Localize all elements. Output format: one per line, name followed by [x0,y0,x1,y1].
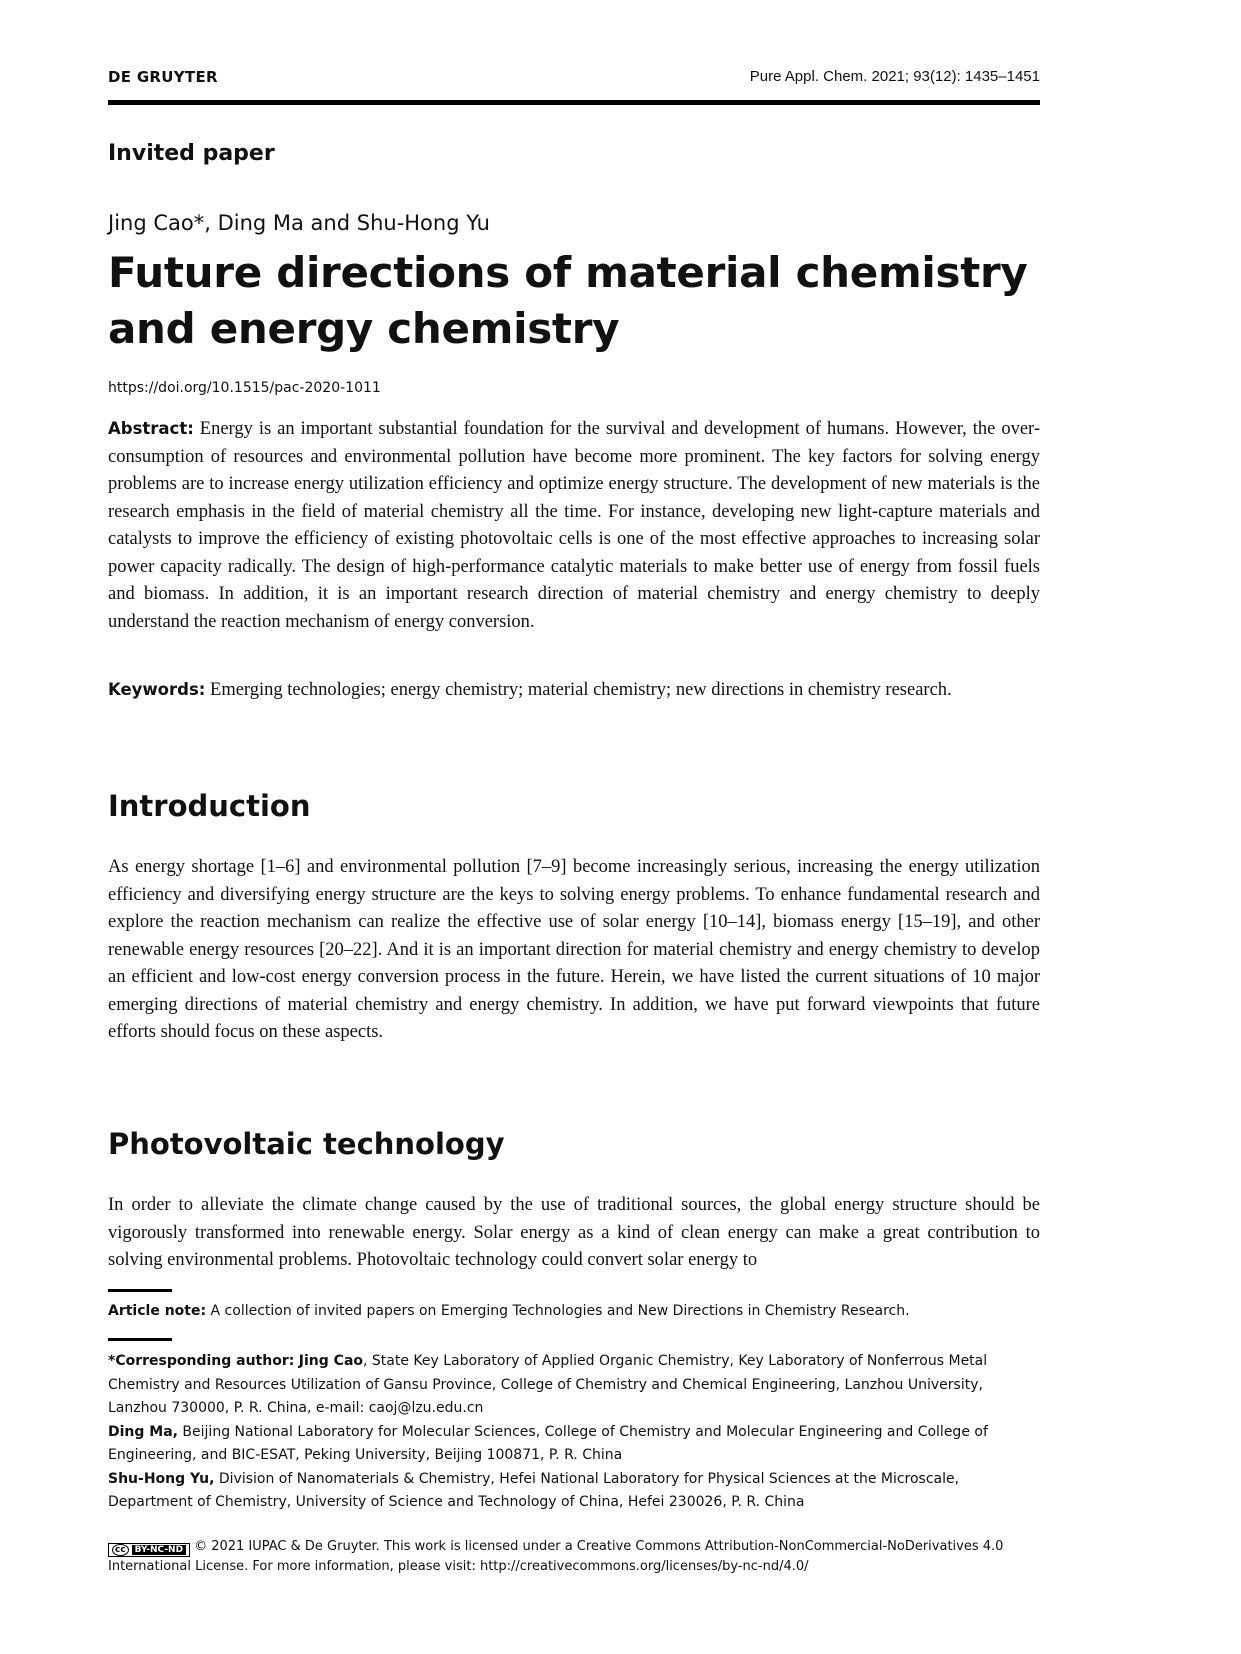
author-3-name: Shu-Hong Yu, [108,1470,215,1487]
publisher-name: DE GRUYTER [108,68,218,86]
introduction-paragraph: As energy shortage [1–6] and environmental pollution [7–9] become increasingly serious, increasing the energy utilization efficiency and diversifying energy structure are the keys to solving energy problems. To enhance fundamental research and explore the reaction mechanism can realize the effective use of solar energy [10–14], biomass energy [15–19], and other renewable energy resources [20–22]. And it is an important direction for material chemistry and energy chemistry to develop an efficient and low-cost energy conversion process in the future. Herein, we have listed the current situations of 10 major emerging directions of material chemistry and energy chemistry. In addition, we have put forward viewpoints that future efforts should focus on these aspects. [108,857,1040,1042]
abstract [108,415,1040,636]
paper-title: Future directions of material chemistry and energy chemistry [108,248,1028,353]
author-list: Jing Cao*, Ding Ma and Shu-Hong Yu [108,211,490,235]
section-heading-introduction: Introduction [108,789,311,823]
journal-reference: Pure Appl. Chem. 2021; 93(12): 1435–1451 [749,68,1040,85]
footnote-divider [108,1338,172,1341]
corresponding-label: *Corresponding author: [108,1353,295,1369]
doi-link[interactable]: https://doi.org/10.1515/pac-2020-1011 [108,380,381,396]
cc-license-type: BY-NC-ND [132,1545,186,1555]
abstract-label: Abstract: [108,419,194,438]
author-2-affiliation: Beijing National Laboratory for Molecular Sciences, College of Chemistry and Molecular Engineering and College of Engineering, and BIC-ESAT, Peking University, Beijing 100871, P. R. China [108,1423,988,1463]
affiliation-author-3 [108,1468,1040,1515]
keywords-label: Keywords: [108,680,206,699]
running-header [108,66,1040,90]
cc-license-badge[interactable] [108,1543,190,1557]
author-affiliations [108,1350,1040,1515]
article-note-label: Article note: [108,1303,207,1319]
affiliation-author-1 [108,1350,1040,1421]
keywords-text: Emerging technologies; energy chemistry; material chemistry; new directions in chemistry research. [210,680,952,700]
license-notice [108,1537,1040,1577]
article-note-text: A collection of invited papers on Emerging Technologies and New Directions in Chemistry Research. [210,1303,910,1319]
author-3-affiliation: Division of Nanomaterials & Chemistry, Hefei National Laboratory for Physical Sciences at the Microscale, Department of Chemistry, University of Science and Technology of China, Hefei 230026, P. R. China [108,1470,960,1510]
author-1-affiliation: , State Key Laboratory of Applied Organic Chemistry, Key Laboratory of Nonferrous Metal Chemistry and Resources Utilization of Gansu Province, College of Chemistry and Chemical Engineering, Lanzhou University, Lanzhou 730000, P. R. China, e-mail: caoj@lzu.edu.cn [108,1353,988,1416]
article-note [108,1300,1040,1324]
photovoltaic-paragraph: In order to alleviate the climate change caused by the use of traditional sources, the global energy structure should be vigorously transformed into renewable energy. Solar energy as a kind of clean energy can make a great contribution to solving environmental problems. Photovoltaic technology could convert solar energy to [108,1195,1040,1270]
cc-icon: cc [112,1544,129,1556]
section-heading-photovoltaic: Photovoltaic technology [108,1127,505,1161]
license-text: © 2021 IUPAC & De Gruyter. This work is licensed under a Creative Commons Attribution-NonCommercial-NoDerivatives 4.0 International License. For more information, please visit: http://creativecommons.org/licenses/by-nc-nd/4.0/ [108,1539,1004,1574]
author-1-name: Jing Cao [298,1353,364,1369]
footnote-divider [108,1289,172,1292]
abstract-text: Energy is an important substantial foundation for the survival and development of humans. However, the over-consumption of resources and environmental pollution have become more prominent. The key factors for solving energy problems are to increase energy utilization efficiency and optimize energy structure. The development of new materials is the research emphasis in the field of material chemistry all the time. For instance, developing new light-capture materials and catalysts to improve the efficiency of existing photovoltaic cells is one of the most effective approaches to increasing solar power capacity radically. The design of high-performance catalytic materials to make better use of energy from fossil fuels and biomass. In addition, it is an important research direction of material chemistry and energy chemistry to deeply understand the reaction mechanism of energy conversion. [108,419,1040,632]
author-2-name: Ding Ma, [108,1423,178,1440]
header-rule [108,100,1040,105]
keywords [108,676,1040,705]
article-type: Invited paper [108,141,275,166]
affiliation-author-2 [108,1421,1040,1468]
